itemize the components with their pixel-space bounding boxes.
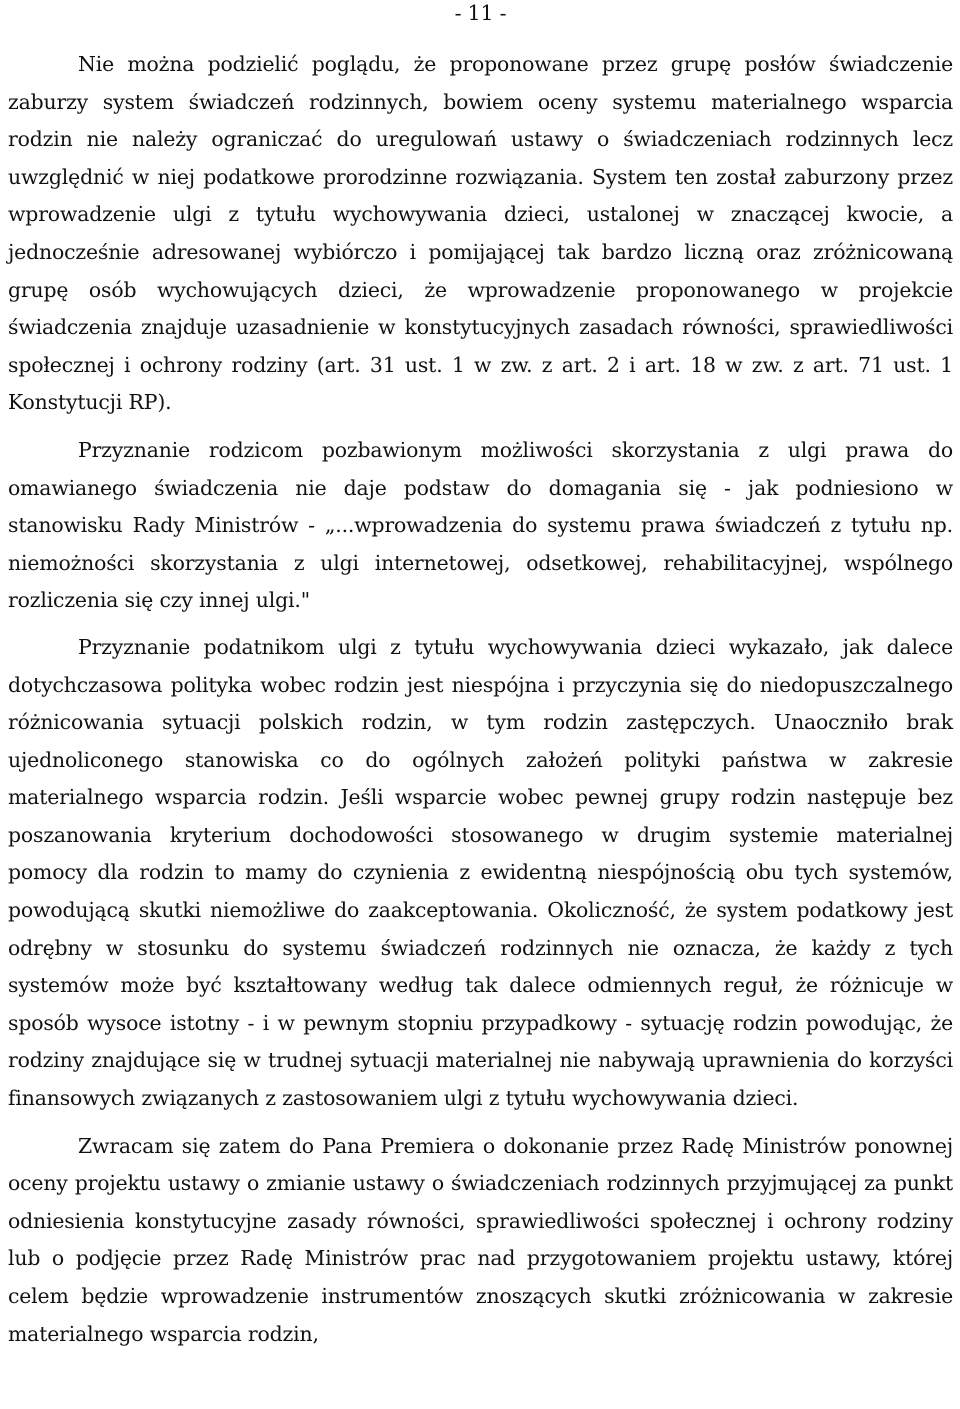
paragraph-3: Przyznanie podatnikom ulgi z tytułu wychowywania dzieci wykazało, jak dalece dotychczasowa polityka wobec rodzin jest niespójna i przyczynia się do niedopuszczalnego różnicowania sytuacji polskich rodzin, w tym rodzin zastępczych. Unaoczniło brak ujednoliconego stanowiska co do ogólnych założeń polityki państwa w zakresie materialnego wsparcia rodzin. Jeśli wsparcie wobec pewnej grupy rodzin następuje bez poszanowania kryterium dochodowości stosowanego w drugim systemie materialnej pomocy dla rodzin to mamy do czynienia z ewidentną niespójnością obu tych systemów, powodującą skutki niemożliwe do zaakceptowania. Okoliczność, że system podatkowy jest odrębny w stosunku do systemu świadczeń rodzinnych nie oznacza, że każdy z tych systemów może być kształtowany według tak dalece odmiennych reguł, że różnicuje w sposób wysoce istotny - i w pewnym stopniu przypadkowy - sytuację rodzin powodując, że rodziny znajdujące się w trudnej sytuacji materialnej nie nabywają uprawnienia do korzyści finansowych związanych z zastosowaniem ulgi z tytułu wychowywania dzieci.	[8, 634, 953, 1111]
page-number: - 11 -	[454, 1, 507, 25]
paragraph-4: Zwracam się zatem do Pana Premiera o dokonanie przez Radę Ministrów ponownej oceny projektu ustawy o zmianie ustawy o świadczeniach rodzinnych przyjmującej za punkt odniesienia konstytucyjne zasady równości, sprawiedliwości społecznej i ochrony rodziny lub o podjęcie przez Radę Ministrów prac nad przygotowaniem projektu ustawy, której celem będzie wprowadzenie instrumentów znoszących skutki zróżnicowania w zakresie materialnego wsparcia rodzin,	[8, 1133, 953, 1346]
paragraph-1: Nie można podzielić poglądu, że proponowane przez grupę posłów świadczenie zaburzy system świadczeń rodzinnych, bowiem oceny systemu materialnego wsparcia rodzin nie należy ograniczać do uregulowań ustawy o świadczeniach rodzinnych lecz uwzględnić w niej podatkowe prorodzinne rozwiązania. System ten został zaburzony przez wprowadzenie ulgi z tytułu wychowywania dzieci, ustalonej w znaczącej kwocie, a jednocześnie adresowanej wybiórczo i pomijającej tak bardzo liczną oraz zróżnicowaną grupę osób wychowujących dzieci, że wprowadzenie proponowanego w projekcie świadczenia znajduje uzasadnienie w konstytucyjnych zasadach równości, sprawiedliwości społecznej i ochrony rodziny (art. 31 ust. 1 w zw. z art. 2 i art. 18 w zw. z art. 71 ust. 1 Konstytucji RP).	[8, 52, 953, 415]
paragraph-2: Przyznanie rodzicom pozbawionym możliwości skorzystania z ulgi prawa do omawianego świadczenia nie daje podstaw do domagania się - jak podniesiono w stanowisku Rady Ministrów - „...wprowadzenia do systemu prawa świadczeń z tytułu np. niemożności skorzystania z ulgi internetowej, odsetkowej, rehabilitacyjnej, wspólnego rozliczenia się czy innej ulgi."	[8, 437, 953, 613]
